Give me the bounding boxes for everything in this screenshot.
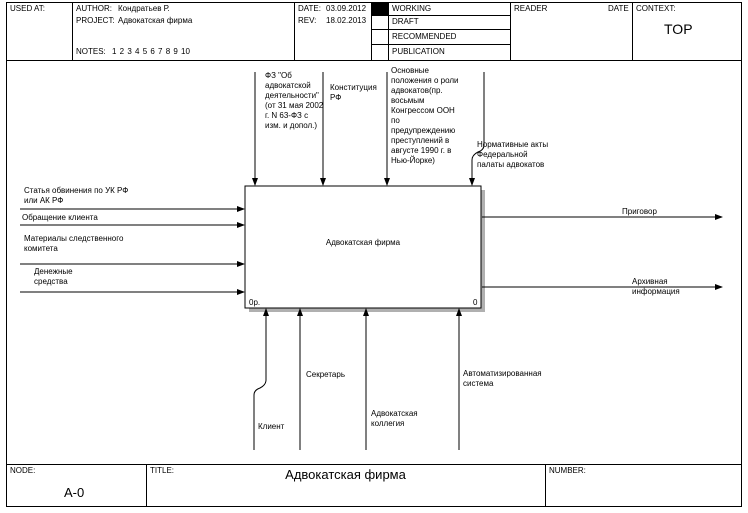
- output-label: Приговор: [622, 207, 657, 216]
- control-label: Основные положения о роли адвокатов(пр. восьмым Конгрессом ООН по предупреждению преступлений в августе 1990 г. в Нью-Йорке): [391, 66, 459, 165]
- input-label: Материалы следственного комитета: [24, 234, 124, 253]
- input-label: Статья обвинения по УК РФ или АК РФ: [24, 186, 129, 205]
- mechanism-label: Клиент: [258, 422, 285, 431]
- mechanism-label: Адвокатская коллегия: [371, 409, 418, 428]
- mechanism-label: Автоматизированная система: [463, 369, 542, 388]
- activity-number: 0: [473, 298, 478, 307]
- node-label: NODE:: [10, 466, 36, 475]
- status-working: WORKING: [392, 4, 432, 13]
- notes-label: NOTES:: [76, 47, 106, 56]
- input-label: Денежные средства: [34, 267, 73, 286]
- status-publication: PUBLICATION: [392, 47, 445, 56]
- project-value: Адвокатская фирма: [118, 16, 193, 25]
- author-label: AUTHOR:: [76, 4, 112, 13]
- control-label: Конституция РФ: [330, 83, 377, 102]
- output-label: Архивная информация: [632, 277, 680, 296]
- number-label: NUMBER:: [549, 466, 586, 475]
- reader-date-label: DATE: [608, 4, 629, 13]
- notes-value: 1 2 3 4 5 6 7 8 9 10: [112, 47, 190, 56]
- author-value: Кондратьев Р.: [118, 4, 170, 13]
- title-label: TITLE:: [150, 466, 175, 475]
- date-value: 03.09.2012: [326, 4, 367, 13]
- footer-divider: [545, 464, 546, 507]
- project-label: PROJECT:: [76, 16, 115, 25]
- context-label: CONTEXT:: [636, 4, 676, 13]
- diagram-title: Адвокатская фирма: [285, 467, 406, 482]
- date-label: DATE:: [298, 4, 321, 13]
- context-value: TOP: [664, 21, 693, 37]
- mechanism-label: Секретарь: [306, 370, 345, 379]
- input-label: Обращение клиента: [22, 213, 98, 222]
- control-label: Нормативные акты Федеральной палаты адвокатов: [477, 140, 549, 169]
- reader-label: READER: [514, 4, 548, 13]
- node-value: A-0: [64, 485, 85, 500]
- activity-cost: 0р.: [249, 298, 261, 307]
- status-recommended: RECOMMENDED: [392, 32, 457, 41]
- rev-label: REV:: [298, 16, 317, 25]
- used-at-label: USED AT:: [10, 4, 45, 13]
- rev-value: 18.02.2013: [326, 16, 367, 25]
- footer-top-border: [6, 464, 742, 465]
- status-draft: DRAFT: [392, 17, 419, 26]
- activity-name: Адвокатская фирма: [325, 238, 401, 247]
- control-label: ФЗ "Об адвокатской деятельности" (от 31 мая 2002 г. N 63-ФЗ с изм. и допол.): [265, 71, 324, 130]
